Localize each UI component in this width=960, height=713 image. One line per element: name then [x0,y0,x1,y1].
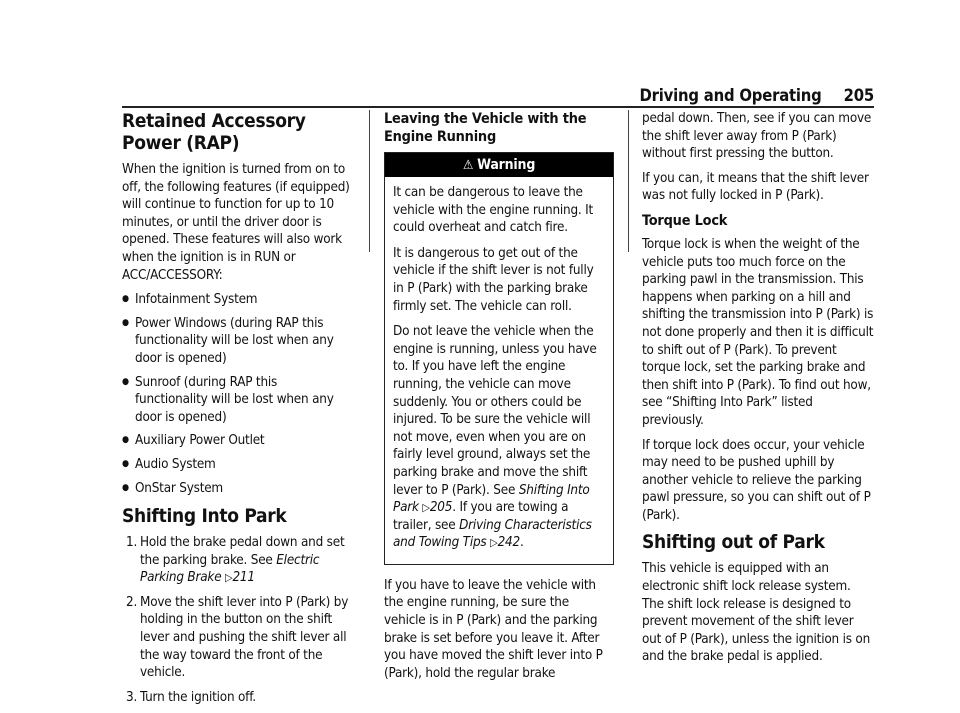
list-item: ● Power Windows (during RAP this functionality will be lost when any door is opened) [122,315,350,368]
page-reference-arrow-icon: ▷ [225,571,233,585]
warning-paragraph: It can be dangerous to leave the vehicle with the engine running. It could overheat and catch fire. [393,185,594,236]
running-header [640,86,874,105]
column-3 [642,110,874,673]
list-item: ● Auxiliary Power Outlet [122,432,350,450]
step-2 [122,594,350,682]
rap-intro: When the ignition is turned from on to off, the following features (if equipped) will continue to function for up to 10 minutes, or until the driver door is opened. These features will also work when the ignition is in RUN or ACC/ACCESSORY: [122,162,350,283]
cross-reference-link[interactable]: Driving Characteristics and Towing Tips [393,517,592,551]
list-item: ● Sunroof (during RAP this functionality will be lost when any door is opened) [122,374,350,427]
cross-reference-link[interactable]: Electric Parking Brake [140,552,320,586]
list-item: ● Infotainment System [122,291,350,309]
warning-header [385,153,613,177]
page-ref[interactable]: 205 [429,500,453,516]
page-ref[interactable]: 242 [497,535,520,551]
list-item: ● OnStar System [122,480,350,498]
column-divider [628,110,629,252]
header-rule [122,106,874,108]
warning-paragraph [393,323,605,552]
step-text: Turn the ignition off. [140,689,256,705]
column-divider [369,110,370,252]
step-text: Move the shift lever into P (Park) by holding in the button on the shift lever and pushing the shift lever all the way toward the front of the vehicle. [140,594,349,681]
torque-lock-paragraph: If torque lock does occur, your vehicle may need to be pushed uphill by another vehicle to relieve the parking pawl pressure, so you can shift out of P (Park). [642,437,871,523]
list-item: ● Audio System [122,456,350,474]
continued-paragraph: If you can, it means that the shift lever was not fully locked in P (Park). [642,170,869,204]
step-number: 2. [126,594,138,610]
warning-box [384,152,614,565]
warning-paragraph: It is dangerous to get out of the vehicle if the shift lever is not fully in P (Park) with the parking brake firmly set. The vehicle can roll. [393,245,594,314]
leaving-vehicle-heading: Leaving the Vehicle with the Engine Running [384,111,587,145]
step-number: 1. [126,535,138,551]
step-text: Hold the brake pedal down and set the parking brake. See [140,535,345,568]
step-number: 3. [126,689,138,705]
page-number: 205 [843,86,874,105]
park-steps [122,534,350,706]
warning-triangle-icon: ⚠ [462,158,474,173]
step-3 [122,689,350,707]
torque-lock-paragraph: Torque lock is when the weight of the vehicle puts too much force on the parking pawl in the transmission. This happens when parking on a hill and shifting the transmission into P (Park) is not done properly and then it is difficult to shift out of P (Park). To prevent torque lock, set the parking brake and then shift into P (Park). To find out how, see “Shifting Into Park” listed previously. [642,236,874,428]
leaving-vehicle-paragraph: If you have to leave the vehicle with the engine running, be sure the vehicle is in P (Park) and the parking brake is set before you leave it. After you have moved the shift lever into P (Park), hold the regular brake [384,577,603,681]
shifting-out-paragraph: This vehicle is equipped with an electronic shift lock release system. The shift lock release is designed to prevent movement of the shift lever out of P (Park), unless the ignition is on and the brake pedal is applied. [642,561,871,665]
step-1 [122,534,350,587]
rap-feature-list [122,291,350,497]
warning-text: Do not leave the vehicle when the engine is running, unless you have to. If you have left the engine running, the vehicle can move suddenly. You or others could be injured. To be sure the vehicle will not move, even when you are on fairly level ground, always set the parking brake and move the shift lever to P (Park). See [393,324,597,498]
column-1 [122,110,350,713]
page-reference-arrow-icon: ▷ [422,501,430,515]
shifting-into-park-heading: Shifting Into Park [122,505,287,528]
column-2 [384,110,614,689]
continued-paragraph: pedal down. Then, see if you can move the shift lever away from P (Park) without first pressing the button. [642,111,872,162]
rap-heading: Retained Accessory Power (RAP) [122,110,306,154]
page-reference-arrow-icon: ▷ [490,536,498,550]
shifting-out-of-park-heading: Shifting out of Park [642,531,825,554]
warning-text: . [519,535,524,551]
warning-label: Warning [477,157,536,173]
cross-reference-link[interactable]: Shifting Into Park [393,482,590,516]
warning-body [385,177,613,564]
page-ref[interactable]: 211 [232,570,255,586]
warning-text: . If you are towing a trailer, see [393,500,569,533]
section-title: Driving and Operating [639,86,822,105]
torque-lock-heading: Torque Lock [642,212,728,229]
